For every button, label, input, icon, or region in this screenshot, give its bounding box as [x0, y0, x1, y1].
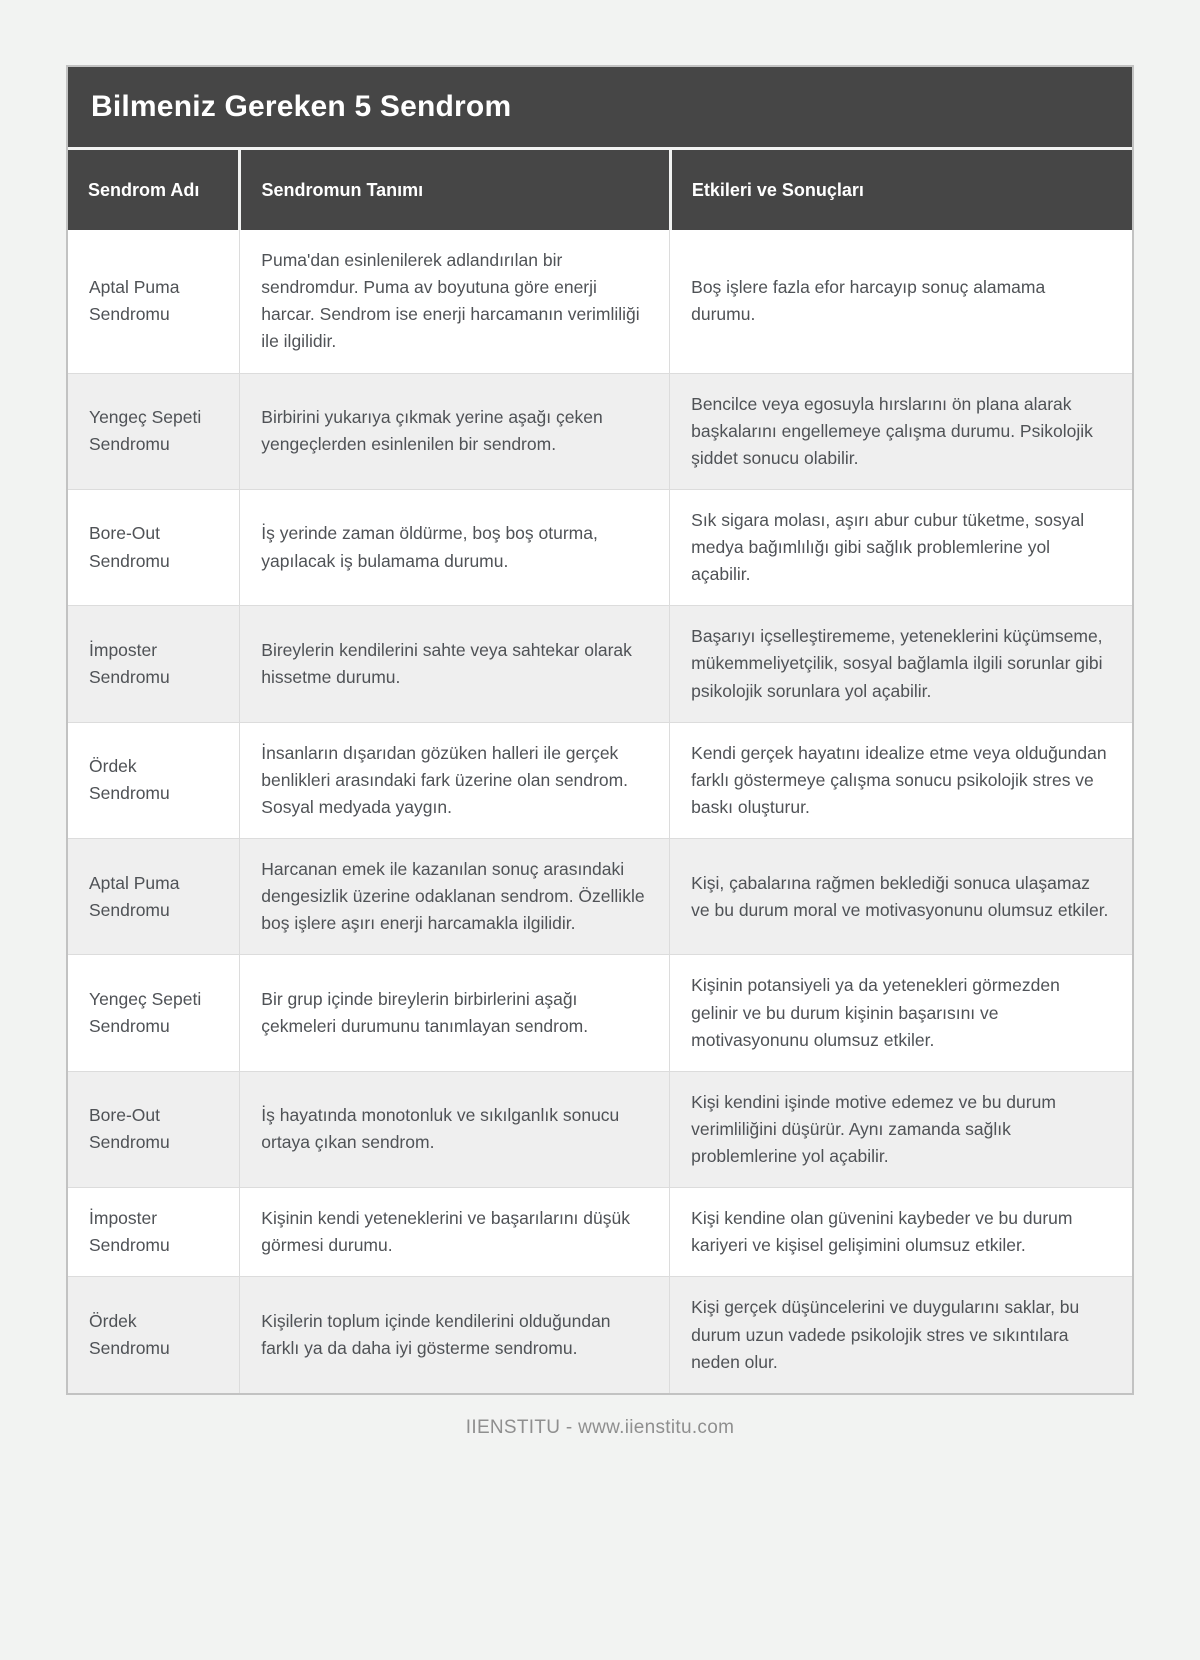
- table-row: [68, 722, 1132, 838]
- syndrome-name-cell: Ördek Sendromu: [89, 756, 170, 804]
- syndrome-definition-cell: İş yerinde zaman öldürme, boş boş oturma, yapılacak iş bulamama durumu.: [239, 490, 669, 605]
- column-header-definition: Sendromun Tanımı: [241, 150, 668, 230]
- table-row: [68, 489, 1132, 605]
- syndrome-effects-cell: Kendi gerçek hayatını idealize etme veya olduğundan farklı göstermeye çalışma sonucu psikolojik stres ve baskı oluşturur.: [669, 723, 1132, 838]
- table-body: [68, 230, 1132, 1393]
- table-row: [68, 373, 1132, 489]
- syndrome-definition-cell: Bireylerin kendilerini sahte veya sahtekar olarak hissetme durumu.: [239, 606, 669, 721]
- syndrome-effects-cell: Kişi, çabalarına rağmen beklediği sonuca ulaşamaz ve bu durum moral ve motivasyonunu olumsuz etkiler.: [669, 839, 1132, 954]
- syndrome-name-cell: İmposter Sendromu: [89, 639, 170, 687]
- syndrome-definition-cell: İş hayatında monotonluk ve sıkılganlık sonucu ortaya çıkan sendrom.: [239, 1072, 669, 1187]
- syndrome-effects-cell: Kişi kendine olan güvenini kaybeder ve bu durum kariyeri ve kişisel gelişimini olumsuz etkiler.: [669, 1188, 1132, 1276]
- table-row: [68, 1071, 1132, 1187]
- column-header-syndrome-name: Sendrom Adı: [68, 150, 238, 230]
- syndrome-effects-cell: Kişi gerçek düşüncelerini ve duygularını saklar, bu durum uzun vadede psikolojik stres ve sıkıntılara neden olur.: [669, 1277, 1132, 1392]
- syndrome-name-cell: Bore-Out Sendromu: [89, 523, 170, 571]
- syndrome-name-cell: Aptal Puma Sendromu: [89, 872, 180, 920]
- table-header-row: [68, 150, 1132, 230]
- syndrome-name-cell: Yengeç Sepeti Sendromu: [89, 988, 202, 1037]
- column-header-effects: Etkileri ve Sonuçları: [672, 150, 1132, 230]
- page-title: Bilmeniz Gereken 5 Sendrom: [68, 67, 1132, 147]
- table-row: [68, 954, 1132, 1070]
- syndrome-name-cell: Aptal Puma Sendromu: [89, 277, 180, 325]
- syndrome-name-cell: Ördek Sendromu: [89, 1310, 170, 1359]
- table-row: [68, 838, 1132, 954]
- table-row: [68, 1187, 1132, 1276]
- syndrome-definition-cell: Kişinin kendi yeteneklerini ve başarılarını düşük görmesi durumu.: [239, 1188, 669, 1276]
- syndrome-definition-cell: Puma'dan esinlenilerek adlandırılan bir sendromdur. Puma av boyutuna göre enerji harcar. Sendrom ise enerji harcamanın verimliliği ile ilgilidir.: [239, 230, 669, 373]
- syndrome-definition-cell: Birbirini yukarıya çıkmak yerine aşağı çeken yengeçlerden esinlenilen bir sendrom.: [239, 374, 669, 489]
- table-row: [68, 230, 1132, 373]
- syndrome-name-cell: Yengeç Sepeti Sendromu: [89, 407, 202, 455]
- syndrome-effects-cell: Sık sigara molası, aşırı abur cubur tüketme, sosyal medya bağımlılığı gibi sağlık problemlerine yol açabilir.: [669, 490, 1132, 605]
- syndrome-name-cell: Bore-Out Sendromu: [89, 1105, 170, 1153]
- syndrome-effects-cell: Bencilce veya egosuyla hırslarını ön plana alarak başkalarını engellemeye çalışma durumu. Psikolojik şiddet sonucu olabilir.: [669, 374, 1132, 489]
- syndrome-effects-cell: Kişinin potansiyeli ya da yetenekleri görmezden gelinir ve bu durum kişinin başarısını ve motivasyonunu olumsuz etkiler.: [669, 955, 1132, 1070]
- syndromes-table: [66, 65, 1134, 1395]
- syndrome-effects-cell: Boş işlere fazla efor harcayıp sonuç alamama durumu.: [669, 230, 1132, 373]
- syndrome-name-cell: İmposter Sendromu: [89, 1208, 170, 1256]
- table-row: [68, 1276, 1132, 1392]
- syndrome-definition-cell: Kişilerin toplum içinde kendilerini olduğundan farklı ya da daha iyi gösterme sendromu.: [239, 1277, 669, 1392]
- syndrome-definition-cell: Bir grup içinde bireylerin birbirlerini aşağı çekmeleri durumunu tanımlayan sendrom.: [239, 955, 669, 1070]
- syndrome-definition-cell: İnsanların dışarıdan gözüken halleri ile gerçek benlikleri arasındaki fark üzerine olan sendrom. Sosyal medyada yaygın.: [239, 723, 669, 838]
- syndrome-effects-cell: Kişi kendini işinde motive edemez ve bu durum verimliliğini düşürür. Aynı zamanda sağlık problemlerine yol açabilir.: [669, 1072, 1132, 1187]
- syndrome-effects-cell: Başarıyı içselleştirememe, yeteneklerini küçümseme, mükemmeliyetçilik, sosyal bağlamla ilgili sorunlar gibi psikolojik sorunlara yol açabilir.: [669, 606, 1132, 721]
- syndrome-definition-cell: Harcanan emek ile kazanılan sonuç arasındaki dengesizlik üzerine odaklanan sendrom. Özellikle boş işlere aşırı enerji harcamakla ilgilidir.: [239, 839, 669, 954]
- table-row: [68, 605, 1132, 721]
- footer-branding: IIENSTITU - www.iienstitu.com: [465, 1416, 735, 1438]
